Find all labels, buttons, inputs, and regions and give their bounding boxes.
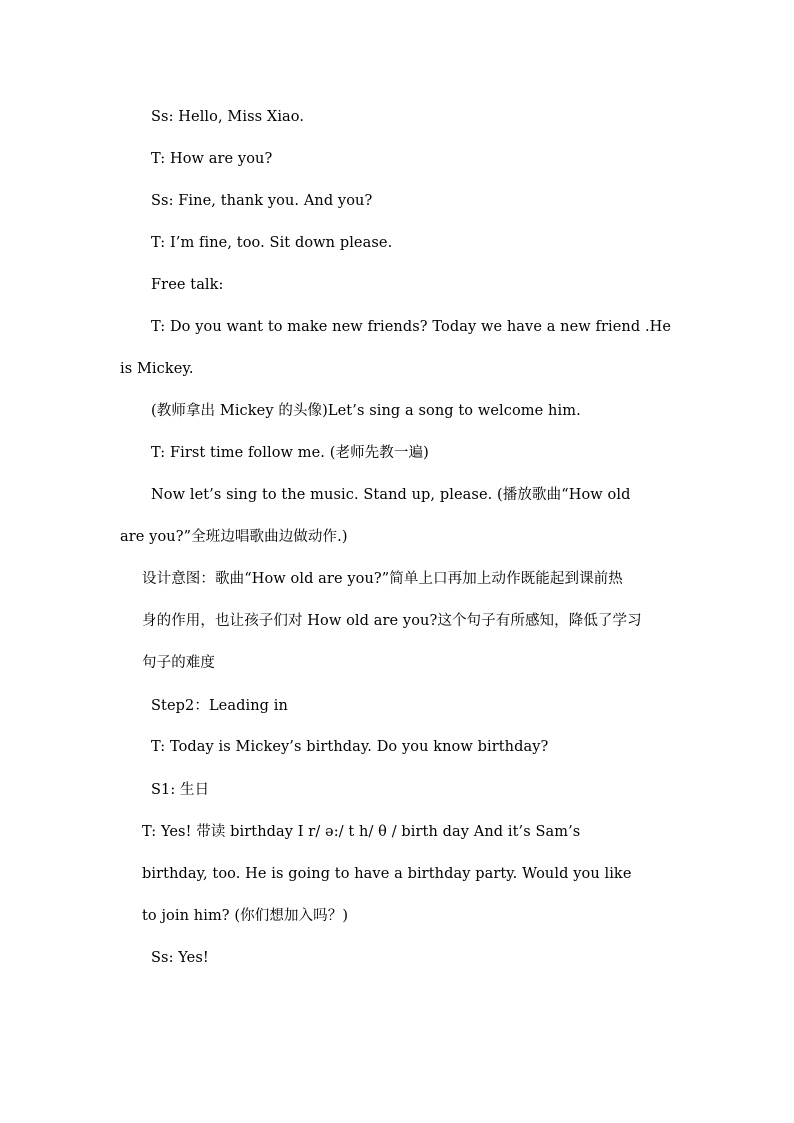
dialogue-line: S1: 生日 [151,782,210,798]
dialogue-line: Ss: Yes! [151,950,209,966]
step-heading: Step2：Leading in [151,698,288,714]
dialogue-line: T: Yes! 带读 birthday I r/ ə:/ t h/ θ / birth day And it’s Sam’s [142,824,581,840]
dialogue-line: are you?”全班边唱歌曲边做动作.) [120,529,348,545]
dialogue-line: is Mickey. [120,361,194,377]
dialogue-line: T: Today is Mickey’s birthday. Do you know birthday? [151,739,549,755]
dialogue-line: birthday, too. He is going to have a birthday party. Would you like [142,866,632,882]
dialogue-line: T: First time follow me. (老师先教一遍) [151,445,429,461]
dialogue-line: Now let’s sing to the music. Stand up, please. (播放歌曲“How old [151,487,631,503]
section-label: Free talk: [151,277,224,293]
dialogue-line: T: Do you want to make new friends? Today we have a new friend .He [151,319,672,335]
design-intent-line: 句子的难度 [142,655,215,671]
dialogue-line: T: I’m fine, too. Sit down please. [151,235,393,251]
dialogue-line: Ss: Hello, Miss Xiao. [151,109,305,125]
dialogue-line: Ss: Fine, thank you. And you? [151,193,373,209]
dialogue-line: (教师拿出 Mickey 的头像)Let’s sing a song to welcome him. [151,403,581,419]
dialogue-line: to join him? (你们想加入吗？) [142,908,349,924]
dialogue-line: T: How are you? [151,151,273,167]
design-intent-line: 设计意图：歌曲“How old are you?”简单上口再加上动作既能起到课前热 [142,571,623,587]
design-intent-line: 身的作用，也让孩子们对 How old are you?这个句子有所感知，降低了学习 [142,613,642,629]
